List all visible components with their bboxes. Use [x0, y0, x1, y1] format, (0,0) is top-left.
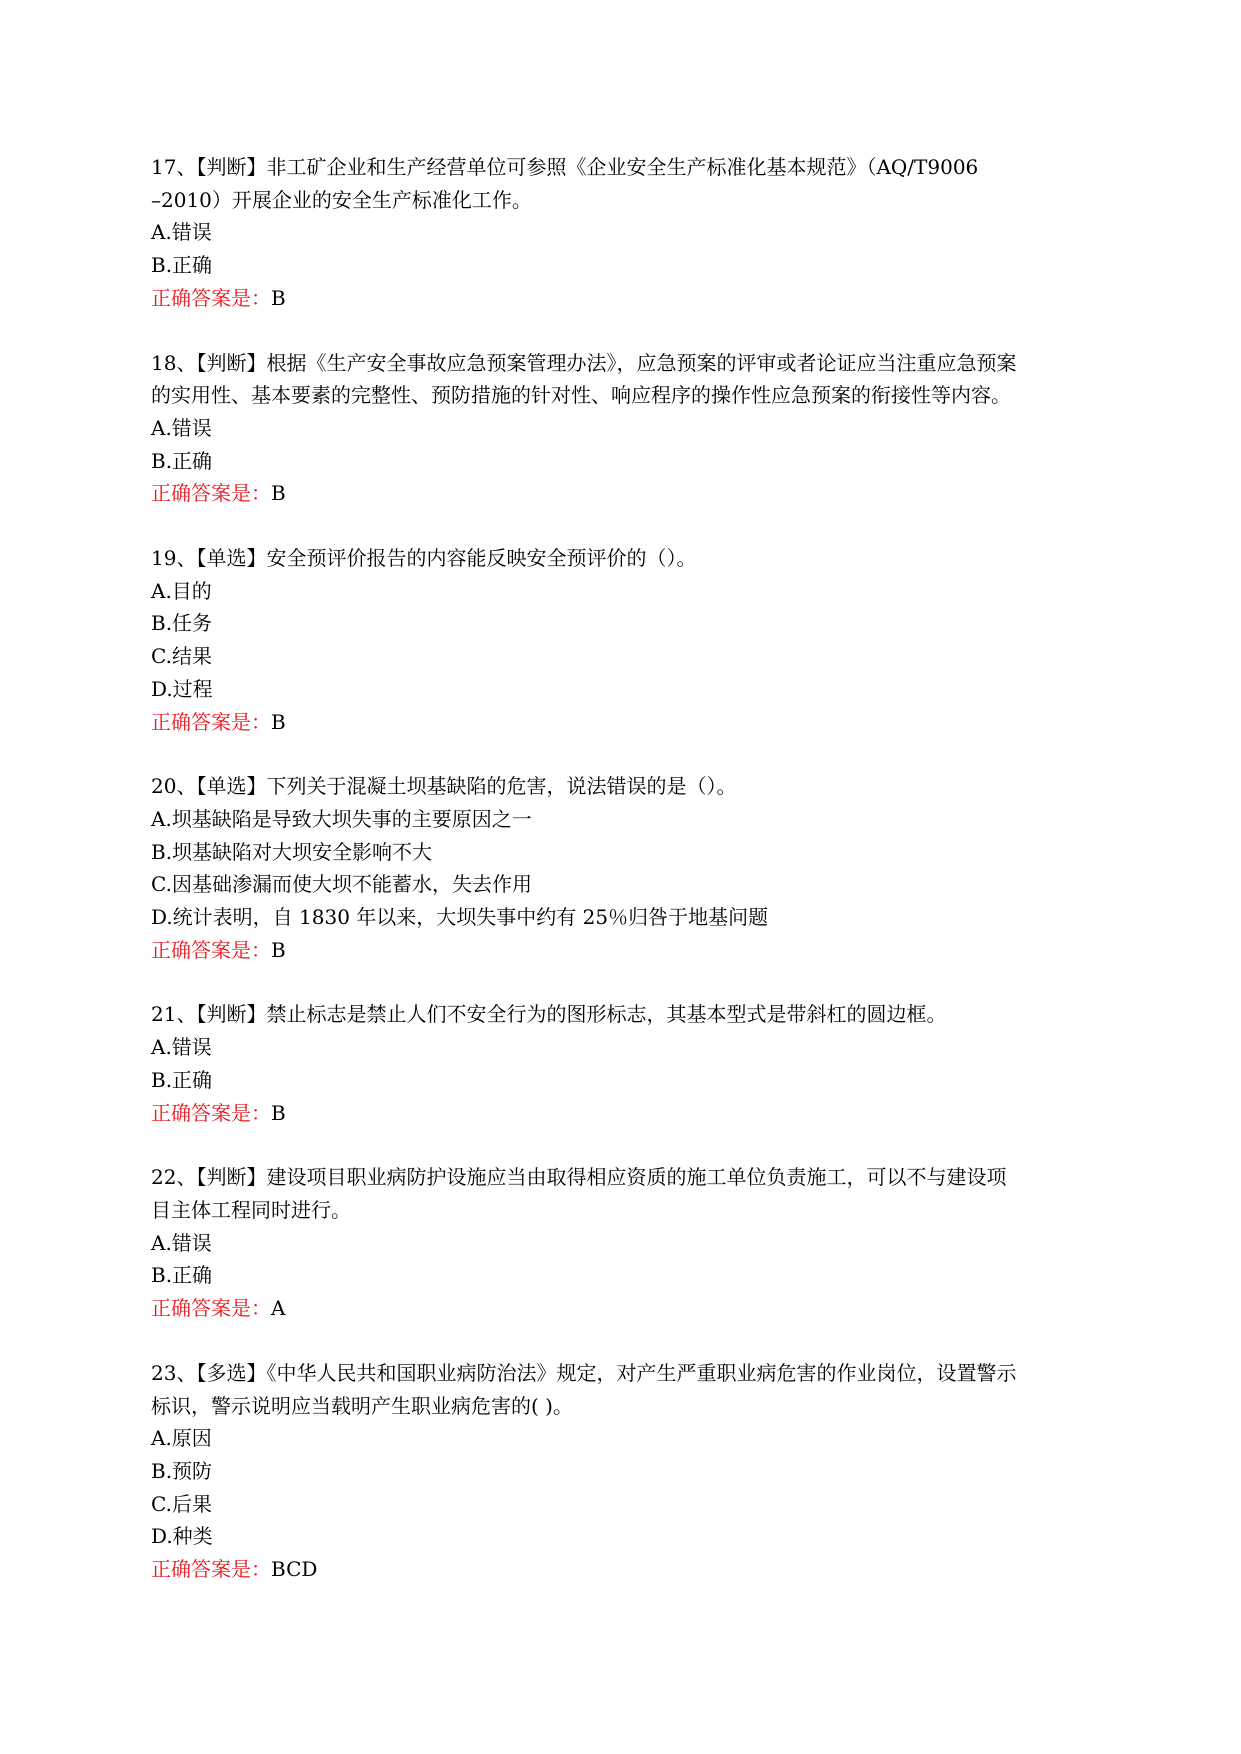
question-stem-line: 目主体工程同时进行。	[151, 1197, 351, 1222]
option-b: B.正确	[151, 1263, 213, 1288]
answer-label: 正确答案是：	[151, 709, 271, 734]
option-a: A.错误	[151, 415, 212, 440]
answer-line	[151, 1097, 1111, 1130]
option-a: A.错误	[151, 1230, 212, 1255]
question-stem-line: 标识，警示说明应当载明产生职业病危害的( )。	[151, 1393, 573, 1418]
option-b: B.任务	[151, 611, 213, 636]
answer-label: 正确答案是：	[151, 481, 271, 506]
option-b: B.正确	[151, 1067, 213, 1092]
answer-label: 正确答案是：	[151, 285, 271, 310]
answer-value: B	[271, 285, 286, 310]
document-page	[151, 151, 1111, 1618]
question-23	[151, 1357, 1111, 1586]
answer-value: B	[271, 709, 286, 734]
answer-value: BCD	[271, 1557, 318, 1582]
answer-line	[151, 282, 1111, 315]
option-c: C.后果	[151, 1491, 212, 1516]
answer-value: A	[271, 1296, 286, 1321]
question-20	[151, 770, 1111, 966]
question-stem-line: 的实用性、基本要素的完整性、预防措施的针对性、响应程序的操作性应急预案的衔接性等内容。	[151, 383, 1011, 408]
question-22	[151, 1161, 1111, 1325]
option-c: C.结果	[151, 644, 212, 669]
answer-label: 正确答案是：	[151, 1296, 271, 1321]
option-a: A.目的	[151, 578, 212, 603]
question-17	[151, 151, 1111, 315]
answer-value: B	[271, 937, 286, 962]
question-stem-line: 20、【单选】下列关于混凝土坝基缺陷的危害，说法错误的是（）。	[151, 774, 737, 799]
option-b: B.坝基缺陷对大坝安全影响不大	[151, 839, 433, 864]
answer-value: B	[271, 1100, 286, 1125]
option-d: D.统计表明，自 1830 年以来，大坝失事中约有 25％归咎于地基问题	[151, 905, 769, 930]
answer-line	[151, 1553, 1111, 1586]
answer-label: 正确答案是：	[151, 937, 271, 962]
option-d: D.过程	[151, 676, 213, 701]
answer-line	[151, 706, 1111, 739]
option-b: B.正确	[151, 448, 213, 473]
question-19	[151, 542, 1111, 738]
option-b: B.正确	[151, 253, 213, 278]
question-stem-line: 18、【判断】根据《生产安全事故应急预案管理办法》，应急预案的评审或者论证应当注重应急预案	[151, 350, 1017, 375]
question-stem-line: –2010）开展企业的安全生产标准化工作。	[151, 187, 532, 212]
option-a: A.坝基缺陷是导致大坝失事的主要原因之一	[151, 806, 532, 831]
question-stem-line: 21、【判断】禁止标志是禁止人们不安全行为的图形标志，其基本型式是带斜杠的圆边框。	[151, 1002, 947, 1027]
answer-label: 正确答案是：	[151, 1100, 271, 1125]
question-stem-line: 23、【多选】《中华人民共和国职业病防治法》规定，对产生严重职业病危害的作业岗位，设置警示	[151, 1360, 1017, 1385]
option-a: A.错误	[151, 1035, 212, 1060]
answer-line	[151, 477, 1111, 510]
question-18	[151, 347, 1111, 511]
answer-value: B	[271, 481, 286, 506]
question-stem-line: 17、【判断】非工矿企业和生产经营单位可参照《企业安全生产标准化基本规范》（AQ/T9006	[151, 155, 979, 179]
question-stem-line: 22、【判断】建设项目职业病防护设施应当由取得相应资质的施工单位负责施工，可以不与建设项	[151, 1165, 1007, 1190]
option-c: C.因基础渗漏而使大坝不能蓄水，失去作用	[151, 872, 532, 897]
question-21	[151, 998, 1111, 1129]
option-d: D.种类	[151, 1524, 213, 1549]
option-a: A.错误	[151, 220, 212, 245]
question-stem-line: 19、【单选】安全预评价报告的内容能反映安全预评价的（）。	[151, 546, 697, 571]
option-b: B.预防	[151, 1458, 213, 1483]
answer-line	[151, 1292, 1111, 1325]
answer-line	[151, 934, 1111, 967]
answer-label: 正确答案是：	[151, 1557, 271, 1582]
option-a: A.原因	[151, 1426, 212, 1451]
